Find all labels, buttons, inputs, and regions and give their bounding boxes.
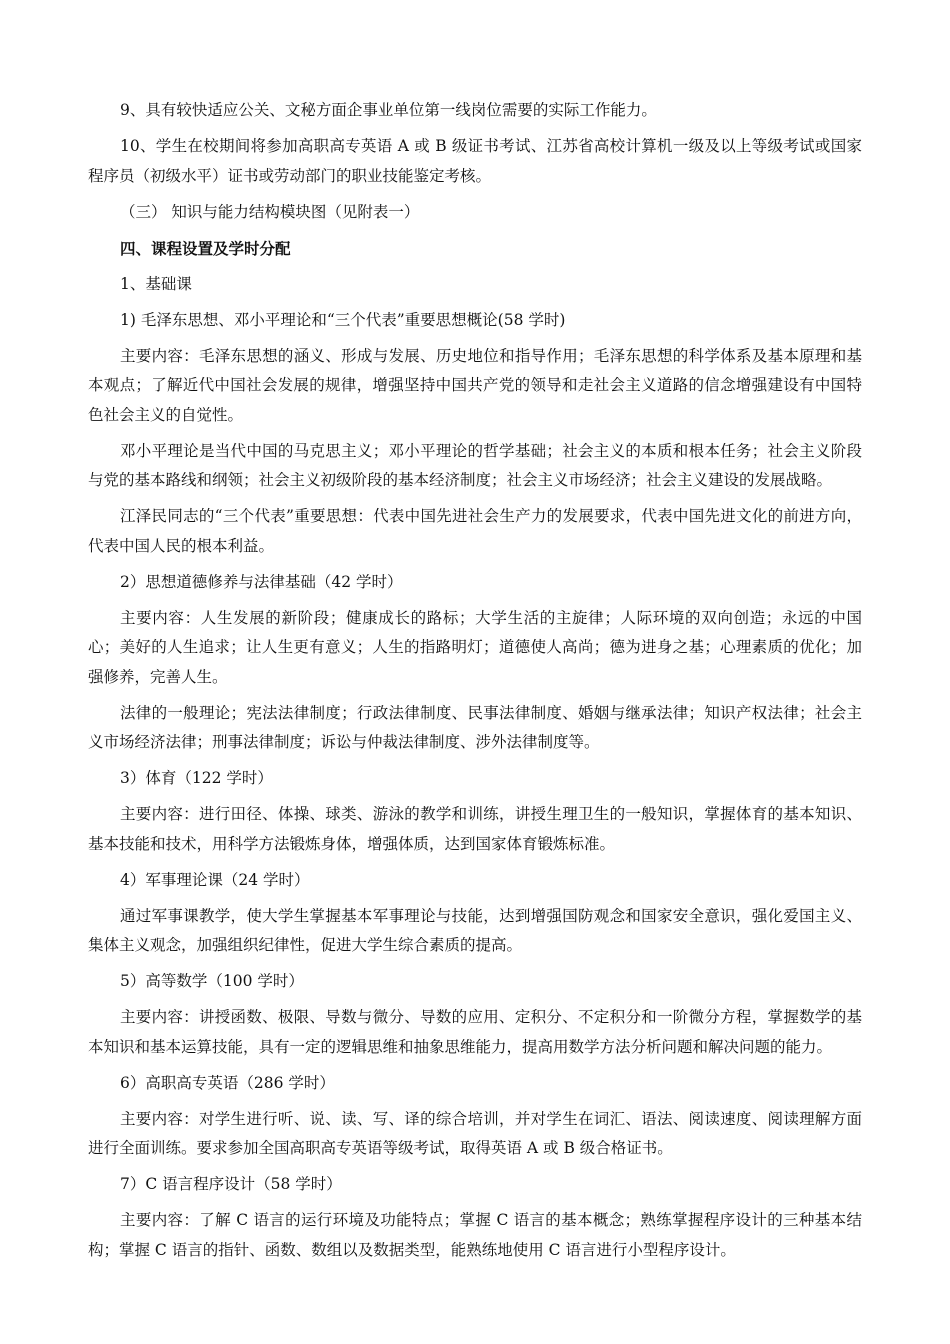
course-content-mao: 主要内容：毛泽东思想的涵义、形成与发展、历史地位和指导作用；毛泽东思想的科学体系及基本原理和基本观点；了解近代中国社会发展的规律，增强坚持中国共产党的领导和走社会主义道路的信念增强建设有中国特色社会主义的自觉性。 [88, 346, 862, 424]
course-title-math: 5）高等数学（100 学时） [120, 972, 304, 990]
paragraph-ability-9: 9、具有较快适应公关、文秘方面企事业单位第一线岗位需要的实际工作能力。 [120, 101, 657, 119]
subheading-basic-courses: 1、基础课 [120, 274, 192, 293]
document-body [88, 96, 862, 1272]
section-heading-curriculum: 四、课程设置及学时分配 [120, 238, 291, 258]
course-title-pe: 3）体育（122 学时） [120, 769, 273, 787]
course-content-c-language: 主要内容：了解 C 语言的运行环境及功能特点；掌握 C 语言的基本概念；熟练掌握程序设计的三种基本结构；掌握 C 语言的指针、函数、数组以及数据类型，能熟练地使用 C 语言进行小型程序设计。 [88, 1211, 862, 1259]
course-content-math: 主要内容：讲授函数、极限、导数与微分、导数的应用、定积分、不定积分和一阶微分方程，掌握数学的基本知识和基本运算技能，具有一定的逻辑思维和抽象思维能力，提高用数学方法分析问题和解决问题的能力。 [88, 1008, 862, 1056]
course-title-military: 4）军事理论课（24 学时） [120, 870, 310, 889]
section-knowledge-structure: （三） 知识与能力结构模块图（见附表一） [120, 202, 420, 221]
course-content-pe: 主要内容：进行田径、体操、球类、游泳的教学和训练，讲授生理卫生的一般知识，掌握体育的基本知识、基本技能和技术，用科学方法锻炼身体，增强体质，达到国家体育锻炼标准。 [88, 805, 862, 853]
course-content-law: 法律的一般理论；宪法法律制度；行政法律制度、民事法律制度、婚姻与继承法律；知识产权法律；社会主义市场经济法律；刑事法律制度；诉讼与仲裁法律制度、涉外法律制度等。 [88, 703, 862, 751]
course-title-morality-law: 2）思想道德修养与法律基础（42 学时） [120, 572, 403, 591]
course-content-military: 通过军事课教学，使大学生掌握基本军事理论与技能，达到增强国防观念和国家安全意识，强化爱国主义、集体主义观念，加强组织纪律性，促进大学生综合素质的提高。 [88, 906, 862, 954]
course-title-english: 6）高职高专英语（286 学时） [120, 1073, 335, 1092]
course-content-deng: 邓小平理论是当代中国的马克思主义；邓小平理论的哲学基础；社会主义的本质和根本任务；社会主义阶段与党的基本路线和纲领；社会主义初级阶段的基本经济制度；社会主义市场经济；社会主义建设的发展战略。 [88, 441, 862, 489]
course-content-morality: 主要内容：人生发展的新阶段；健康成长的路标；大学生活的主旋律；人际环境的双向创造；永远的中国心；美好的人生追求；让人生更有意义；人生的指路明灯；道德使人高尚；德为进身之基；心理素质的优化；加强修养，完善人生。 [88, 608, 862, 686]
course-title-c-language: 7）C 语言程序设计（58 学时） [120, 1175, 342, 1193]
course-content-english: 主要内容：对学生进行听、说、读、写、译的综合培训，并对学生在词汇、语法、阅读速度、阅读理解方面进行全面训练。要求参加全国高职高专英语等级考试，取得英语 A 或 B 级合格证书。 [88, 1109, 862, 1157]
course-title-mao-deng: 1) 毛泽东思想、邓小平理论和“三个代表”重要思想概论(58 学时) [120, 310, 566, 329]
paragraph-ability-10: 10、学生在校期间将参加高职高专英语 A 或 B 级证书考试、江苏省高校计算机一级及以上等级考试或国家程序员（初级水平）证书或劳动部门的职业技能鉴定考核。 [88, 137, 862, 185]
course-content-three-represents: 江泽民同志的“三个代表”重要思想：代表中国先进社会生产力的发展要求，代表中国先进文化的前进方向，代表中国人民的根本利益。 [88, 507, 862, 555]
